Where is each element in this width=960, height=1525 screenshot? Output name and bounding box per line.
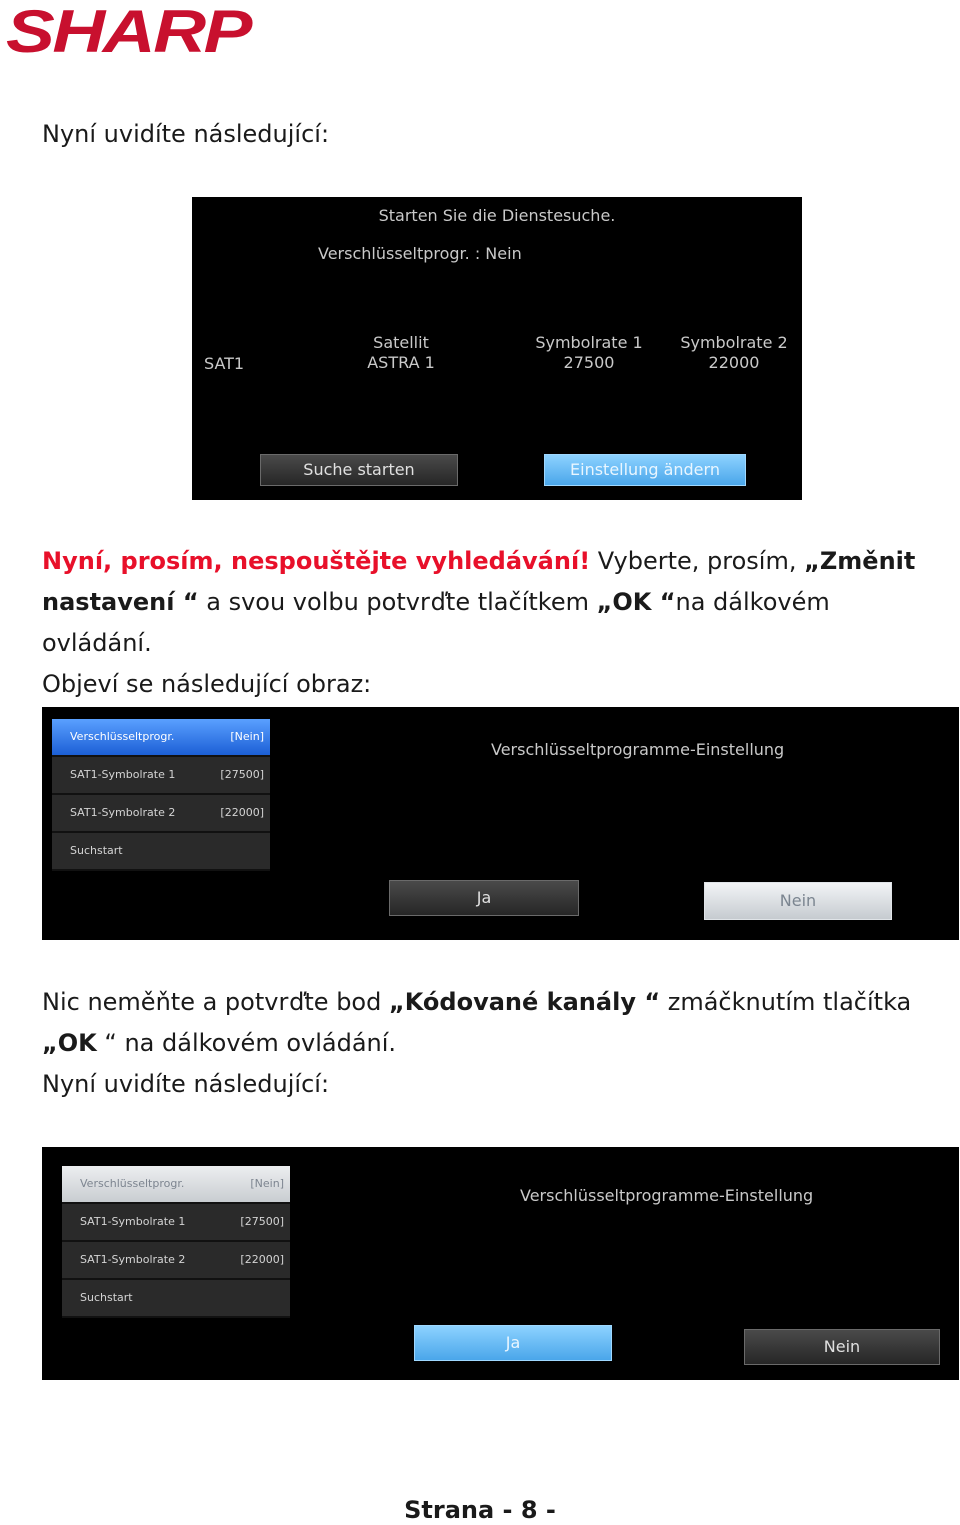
tv-screen-encryption-2 xyxy=(42,1147,959,1380)
menu-item-symbolrate1[interactable] xyxy=(62,1204,290,1242)
bold-term: „Změnit nastavení “ xyxy=(42,547,916,616)
start-search-button[interactable]: Suche starten xyxy=(260,454,458,486)
menu-item-search-start[interactable] xyxy=(62,1280,290,1318)
symbolrate1-value: 27500 xyxy=(563,353,615,372)
instruction-paragraph-2 xyxy=(42,982,942,1105)
menu-item-symbolrate2[interactable] xyxy=(62,1242,290,1280)
screen-title: Starten Sie die Dienstesuche. xyxy=(378,206,616,225)
change-settings-button[interactable]: Einstellung ändern xyxy=(544,454,746,486)
text-part: Objeví se následující obraz: xyxy=(42,670,372,698)
bold-term: „Kódované kanály “ xyxy=(388,988,661,1016)
menu-item-symbolrate2[interactable] xyxy=(52,795,270,833)
text-part: na dálkovém ovládání. xyxy=(42,588,830,657)
menu-item-search-start[interactable] xyxy=(52,833,270,871)
menu-label: Verschlüsseltprogr. xyxy=(80,1177,185,1190)
menu-value: [22000] xyxy=(240,1253,284,1266)
text-part: Vyberte, prosím, xyxy=(590,547,805,575)
menu-value: [Nein] xyxy=(230,730,264,743)
text-part: zmáčknutím tlačítka xyxy=(660,988,912,1016)
menu-label: Suchstart xyxy=(70,844,123,857)
menu-item-encrypted[interactable] xyxy=(52,719,270,757)
text-part: Nyní uvidíte následující: xyxy=(42,1070,330,1098)
yes-button[interactable]: Ja xyxy=(414,1325,612,1361)
encrypted-status: Verschlüsseltprogr. : Nein xyxy=(318,244,522,263)
sat-name: SAT1 xyxy=(204,354,245,373)
warning-text: Nyní, prosím, nespouštějte vyhledávání! xyxy=(42,547,591,575)
settings-menu xyxy=(52,719,270,871)
menu-label: Suchstart xyxy=(80,1291,133,1304)
menu-label: SAT1-Symbolrate 1 xyxy=(80,1215,186,1228)
menu-value: [22000] xyxy=(220,806,264,819)
dialog-title: Verschlüsseltprogramme-Einstellung xyxy=(520,1186,814,1205)
dialog-title: Verschlüsseltprogramme-Einstellung xyxy=(491,740,785,759)
instruction-paragraph-1 xyxy=(42,541,942,705)
menu-value: [27500] xyxy=(220,768,264,781)
menu-label: SAT1-Symbolrate 1 xyxy=(70,768,176,781)
menu-label: SAT1-Symbolrate 2 xyxy=(70,806,176,819)
satellite-value: ASTRA 1 xyxy=(367,353,435,372)
menu-item-encrypted[interactable] xyxy=(62,1166,290,1204)
menu-label: SAT1-Symbolrate 2 xyxy=(80,1253,186,1266)
symbolrate2-value: 22000 xyxy=(708,353,760,372)
no-button[interactable]: Nein xyxy=(744,1329,940,1365)
bold-term: „OK xyxy=(42,1029,97,1057)
menu-value: [Nein] xyxy=(250,1177,284,1190)
symbolrate1-header: Symbolrate 1 xyxy=(535,333,643,352)
sharp-logo: SHARP xyxy=(6,0,251,65)
menu-value: [27500] xyxy=(240,1215,284,1228)
yes-button[interactable]: Ja xyxy=(389,880,579,916)
text-part: “ na dálkovém ovládání. xyxy=(96,1029,397,1057)
menu-label: Verschlüsseltprogr. xyxy=(70,730,175,743)
no-button[interactable]: Nein xyxy=(704,882,892,920)
text-part: Nic neměňte a potvrďte bod xyxy=(42,988,389,1016)
page-number: Strana - 8 - xyxy=(404,1496,556,1524)
tv-screen-search xyxy=(192,197,802,500)
satellite-header: Satellit xyxy=(373,333,429,352)
intro-text: Nyní uvidíte následující: xyxy=(42,120,330,148)
bold-term: „OK “ xyxy=(596,588,676,616)
symbolrate2-header: Symbolrate 2 xyxy=(680,333,788,352)
menu-item-symbolrate1[interactable] xyxy=(52,757,270,795)
text-part: a svou volbu potvrďte tlačítkem xyxy=(198,588,597,616)
tv-screen-encryption-1 xyxy=(42,707,959,940)
settings-menu xyxy=(62,1166,290,1316)
